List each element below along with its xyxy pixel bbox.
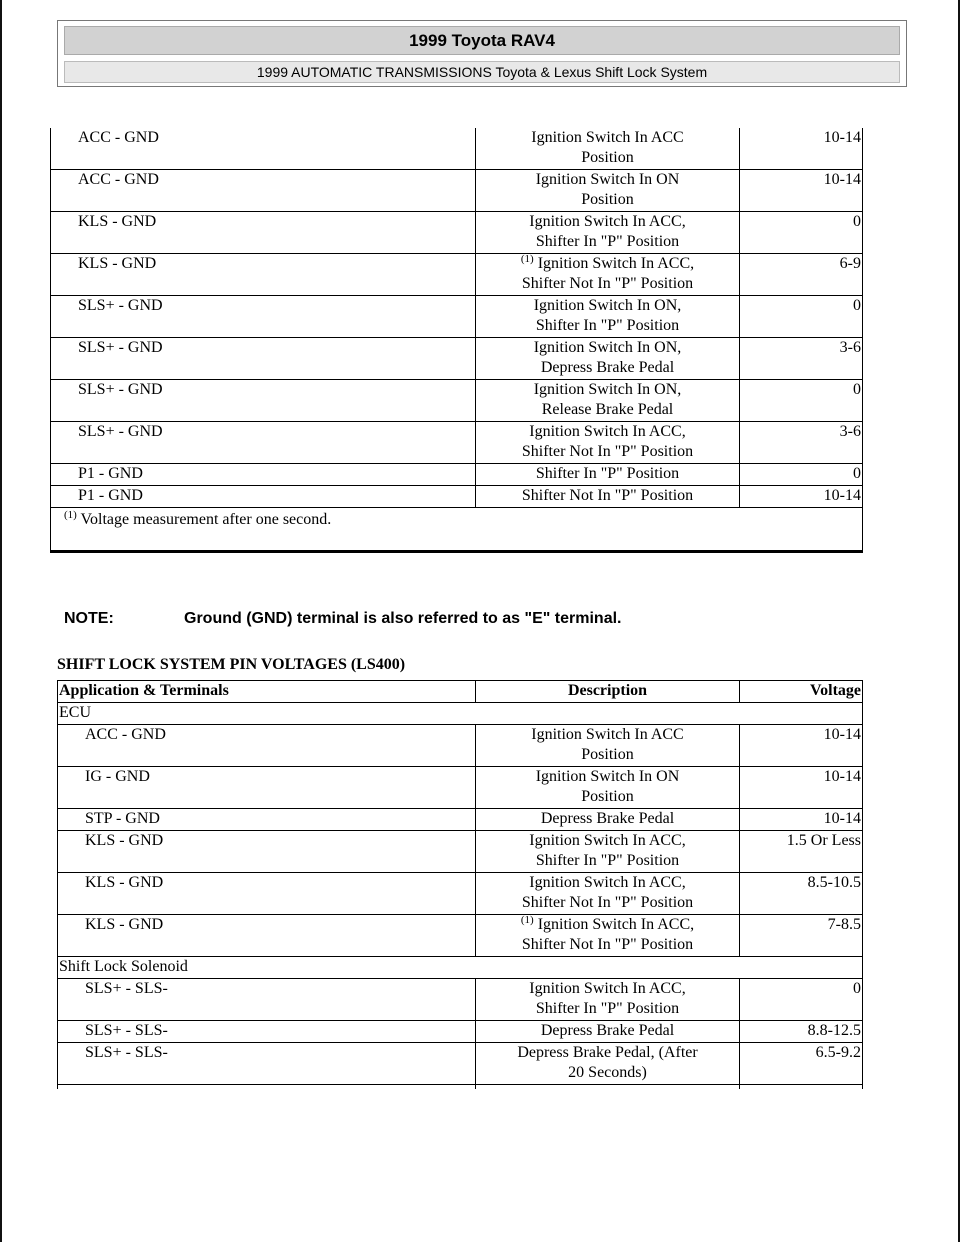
table-row: [51, 254, 863, 296]
terminals-cell: IG - GND: [58, 767, 476, 809]
column-header-terminals: Application & Terminals: [58, 681, 476, 703]
voltage-cell: 10-14: [740, 725, 863, 767]
voltage-cell: 7-8.5: [740, 915, 863, 957]
table-footnote: $^{(1)}$ Voltage measurement after one second.: [51, 508, 863, 552]
description-cell: Ignition Switch In ON, Shifter In "P" Position: [476, 296, 740, 338]
terminals-cell: SLS+ - SLS-: [58, 1043, 476, 1085]
group-label: Shift Lock Solenoid: [58, 957, 863, 979]
terminals-cell: KLS - GND: [58, 873, 476, 915]
description-cell: Shifter Not In "P" Position: [476, 486, 740, 508]
voltage-cell: 6-9: [740, 254, 863, 296]
pin-voltage-table-continued: [50, 128, 863, 553]
table-row: [51, 422, 863, 464]
description-cell: Shifter In "P" Position: [476, 464, 740, 486]
description-cell: Ignition Switch In ACC, Shifter Not In "P" Position: [476, 873, 740, 915]
group-row-ecu: [58, 703, 863, 725]
terminals-cell: ACC - GND: [51, 128, 476, 170]
table-row: [51, 380, 863, 422]
footnote-marker: (1): [520, 914, 534, 926]
column-header-description: Description: [476, 681, 740, 703]
description-cell: Ignition Switch In ACC Position: [476, 128, 740, 170]
description-cell: Ignition Switch In ACC, Shifter Not In "P" Position: [476, 422, 740, 464]
table-row: [51, 464, 863, 486]
voltage-cell: 10-14: [740, 809, 863, 831]
terminals-cell: KLS - GND: [51, 212, 476, 254]
description-cell: Ignition Switch In ON, Depress Brake Pedal: [476, 338, 740, 380]
voltage-cell: 10-14: [740, 128, 863, 170]
voltage-cell: 0: [740, 979, 863, 1021]
description-cell: Ignition Switch In ACC Position: [476, 725, 740, 767]
description-cell: $^{(1)}$ Ignition Switch In ACC, Shifter Not In "P" Position: [476, 254, 740, 296]
voltage-cell: 8.5-10.5: [740, 873, 863, 915]
voltage-cell: 0: [740, 296, 863, 338]
table-row: [58, 979, 863, 1021]
table-row: [58, 873, 863, 915]
column-header-voltage: Voltage: [740, 681, 863, 703]
table-row: [58, 915, 863, 957]
document-subtitle: 1999 AUTOMATIC TRANSMISSIONS Toyota & Lexus Shift Lock System: [64, 61, 900, 83]
table-row: [58, 725, 863, 767]
terminals-cell: ACC - GND: [51, 170, 476, 212]
ls400-pin-voltage-table: [57, 680, 863, 1089]
terminals-cell: P1 - GND: [51, 486, 476, 508]
table-row: [58, 767, 863, 809]
table-header-row: [58, 681, 863, 703]
page-left-border: [0, 0, 2, 1242]
table-row: [58, 1021, 863, 1043]
table-row-continued: [58, 1085, 863, 1090]
description-cell: Ignition Switch In ACC, Shifter In "P" Position: [476, 979, 740, 1021]
description-cell: Depress Brake Pedal: [476, 809, 740, 831]
terminals-cell: KLS - GND: [58, 831, 476, 873]
footnote-marker: (1): [520, 253, 534, 265]
table-row: [58, 809, 863, 831]
table-row: [51, 170, 863, 212]
voltage-cell: 1.5 Or Less: [740, 831, 863, 873]
terminals-cell: SLS+ - GND: [51, 380, 476, 422]
note-text: Ground (GND) terminal is also referred to as "E" terminal.: [184, 610, 622, 627]
terminals-cell: SLS+ - SLS-: [58, 979, 476, 1021]
voltage-cell: 6.5-9.2: [740, 1043, 863, 1085]
voltage-cell: 10-14: [740, 170, 863, 212]
description-cell: Depress Brake Pedal, (After 20 Seconds): [476, 1043, 740, 1085]
description-cell: Ignition Switch In ON Position: [476, 767, 740, 809]
terminals-cell: SLS+ - GND: [51, 422, 476, 464]
voltage-cell: 8.8-12.5: [740, 1021, 863, 1043]
terminals-cell: KLS - GND: [58, 915, 476, 957]
group-label: ECU: [58, 703, 863, 725]
voltage-cell: 3-6: [740, 338, 863, 380]
voltage-cell: 10-14: [740, 486, 863, 508]
group-row-shift-lock-solenoid: [58, 957, 863, 979]
voltage-cell: 0: [740, 380, 863, 422]
terminals-cell: P1 - GND: [51, 464, 476, 486]
voltage-cell: 10-14: [740, 767, 863, 809]
terminals-cell: SLS+ - GND: [51, 296, 476, 338]
document-title: 1999 Toyota RAV4: [64, 26, 900, 55]
table-row: [58, 831, 863, 873]
table-row: [58, 1043, 863, 1085]
voltage-cell: 0: [740, 464, 863, 486]
table-footnote-row: [51, 508, 863, 552]
terminals-cell: SLS+ - SLS-: [58, 1021, 476, 1043]
description-cell: Ignition Switch In ON Position: [476, 170, 740, 212]
description-cell: Ignition Switch In ACC, Shifter In "P" Position: [476, 212, 740, 254]
description-cell: $^{(1)}$ Ignition Switch In ACC, Shifter Not In "P" Position: [476, 915, 740, 957]
description-cell: Ignition Switch In ON, Release Brake Pedal: [476, 380, 740, 422]
terminals-cell: ACC - GND: [58, 725, 476, 767]
section-title: SHIFT LOCK SYSTEM PIN VOLTAGES (LS400): [57, 656, 406, 673]
footnote-marker: (1): [64, 509, 77, 521]
voltage-cell: 3-6: [740, 422, 863, 464]
description-cell: Ignition Switch In ACC, Shifter In "P" Position: [476, 831, 740, 873]
description-cell: Depress Brake Pedal: [476, 1021, 740, 1043]
table-row: [51, 296, 863, 338]
document-header: [57, 20, 907, 87]
voltage-cell: 0: [740, 212, 863, 254]
terminals-cell: KLS - GND: [51, 254, 476, 296]
table-row: [51, 338, 863, 380]
terminals-cell: SLS+ - GND: [51, 338, 476, 380]
terminals-cell: STP - GND: [58, 809, 476, 831]
table-row: [51, 486, 863, 508]
note: [64, 610, 622, 628]
table-row: [51, 128, 863, 170]
note-label: NOTE:: [64, 610, 114, 627]
table-row: [51, 212, 863, 254]
